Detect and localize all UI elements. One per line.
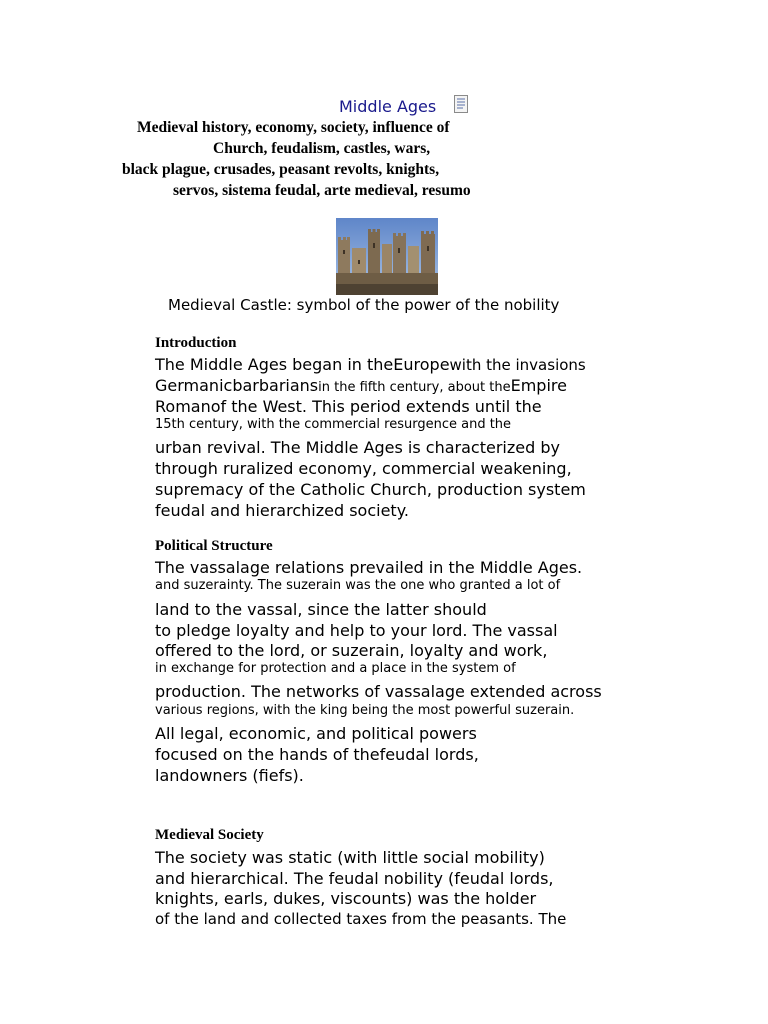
political-line-6: in exchange for protection and a place in the system of xyxy=(155,661,516,676)
intro-text-span: Europe xyxy=(393,355,450,374)
intro-line-6: through ruralized economy, commercial weakening, xyxy=(155,459,572,478)
image-caption: Medieval Castle: symbol of the power of the nobility xyxy=(168,296,560,314)
castle-image xyxy=(336,218,438,295)
political-line-1: The vassalage relations prevailed in the Middle Ages. xyxy=(155,558,583,577)
society-line-1: The society was static (with little social mobility) xyxy=(155,848,545,867)
subtitle-line-4: servos, sistema feudal, arte medieval, resumo xyxy=(173,182,471,199)
intro-line-5: urban revival. The Middle Ages is characterized by xyxy=(155,438,560,457)
political-line-7: production. The networks of vassalage extended across xyxy=(155,682,602,701)
political-line-3: land to the vassal, since the latter should xyxy=(155,600,487,619)
subtitle-line-3: black plague, crusades, peasant revolts, knights, xyxy=(122,161,440,178)
intro-line-1 xyxy=(155,355,586,374)
intro-text-span: with the invasions xyxy=(449,356,586,374)
section-heading-medieval-society: Medieval Society xyxy=(155,827,264,843)
section-heading-political-structure: Political Structure xyxy=(155,538,273,554)
intro-text-span: barbarians xyxy=(232,376,319,395)
political-line-11: landowners (fiefs). xyxy=(155,766,304,785)
political-line-8: various regions, with the king being the most powerful suzerain. xyxy=(155,703,575,718)
society-line-4: of the land and collected taxes from the peasants. The xyxy=(155,910,567,928)
section-heading-introduction: Introduction xyxy=(155,335,237,351)
page-title: Middle Ages xyxy=(339,97,437,116)
political-line-4: to pledge loyalty and help to your lord. The vassal xyxy=(155,621,558,640)
intro-line-8: feudal and hierarchized society. xyxy=(155,501,409,520)
political-line-5: offered to the lord, or suzerain, loyalty and work, xyxy=(155,641,548,660)
subtitle-line-1: Medieval history, economy, society, influence of xyxy=(137,119,450,136)
subtitle-line-2: Church, feudalism, castles, wars, xyxy=(213,140,431,157)
political-line-2: and suzerainty. The suzerain was the one who granted a lot of xyxy=(155,578,561,593)
political-line-10: focused on the hands of thefeudal lords, xyxy=(155,745,479,764)
document-icon xyxy=(454,95,468,113)
intro-text-span: The Middle Ages began in the xyxy=(155,355,394,374)
society-line-2: and hierarchical. The feudal nobility (feudal lords, xyxy=(155,869,554,888)
political-line-9: All legal, economic, and political powers xyxy=(155,724,477,743)
intro-line-4: 15th century, with the commercial resurgence and the xyxy=(155,417,512,432)
intro-line-2 xyxy=(155,376,567,395)
intro-line-3: Romanof the West. This period extends until the xyxy=(155,397,542,416)
intro-line-7: supremacy of the Catholic Church, production system xyxy=(155,480,586,499)
intro-text-span: in the fifth century, about the xyxy=(318,380,511,395)
intro-text-span: Empire xyxy=(510,376,567,395)
intro-text-span: Germanic xyxy=(155,376,233,395)
society-line-3: knights, earls, dukes, viscounts) was the holder xyxy=(155,889,537,908)
